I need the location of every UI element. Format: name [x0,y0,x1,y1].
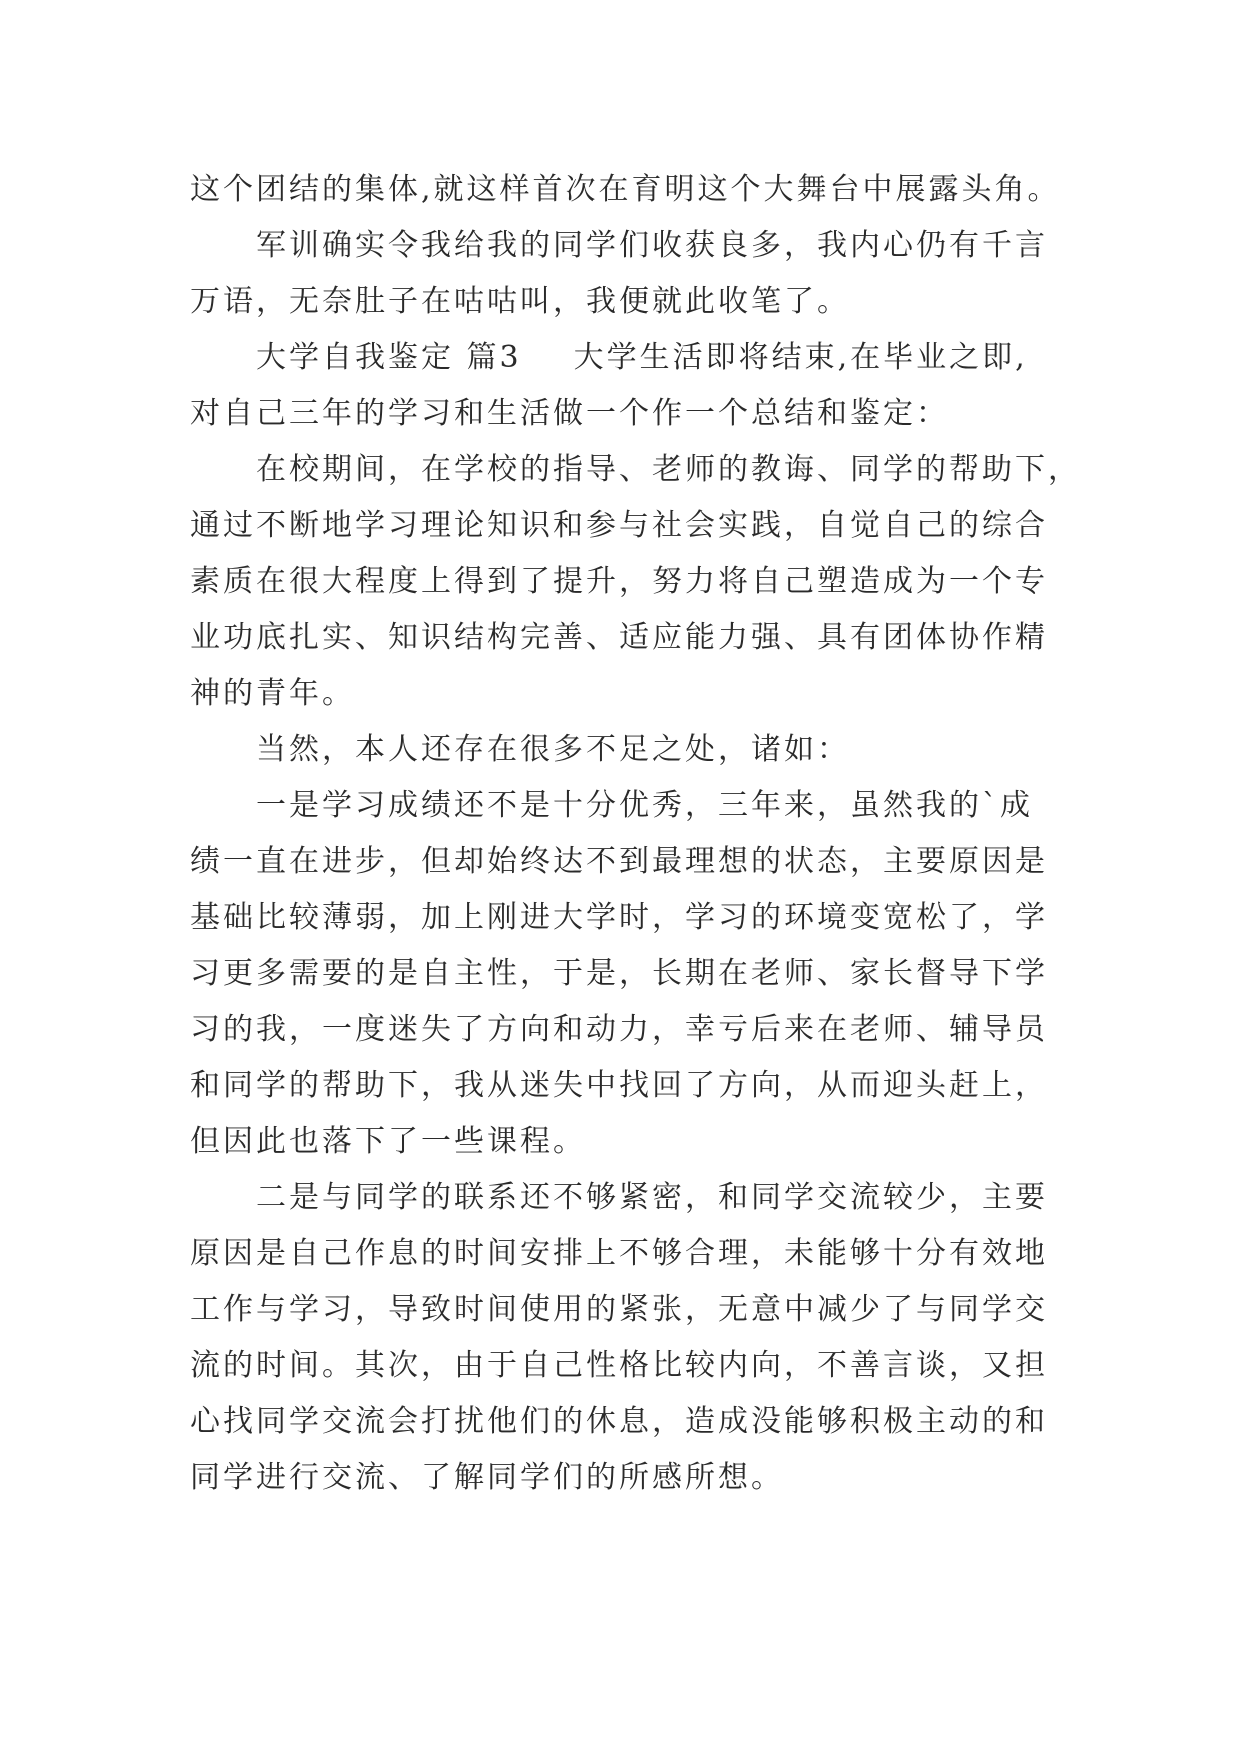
text-line: 业功底扎实、知识结构完善、适应能力强、具有团体协作精 [190,620,1048,655]
section-heading-line [190,330,1090,386]
text-line: 习的我，一度迷失了方向和动力，幸亏后来在老师、辅导员 [190,1012,1048,1047]
text-line: 基础比较薄弱，加上刚进大学时，学习的环境变宽松了，学 [190,900,1048,935]
text-line: 和同学的帮助下，我从迷失中找回了方向，从而迎头赶上， [190,1068,1048,1103]
text-line: 工作与学习，导致时间使用的紧张，无意中减少了与同学交 [190,1292,1048,1327]
text-line: 原因是自己作息的时间安排上不够合理，未能够十分有效地 [190,1236,1048,1271]
text-line: 流的时间。其次，由于自己性格比较内向，不善言谈，又担 [190,1348,1048,1383]
text-line: 但因此也落下了一些课程。 [190,1124,586,1159]
section-heading: 大学自我鉴定 篇3 [256,340,522,375]
text-line: 绩一直在进步，但却始终达不到最理想的状态，主要原因是 [190,844,1048,879]
text-line: 大学生活即将结束,在毕业之即, [573,340,1028,375]
text-line: 神的青年。 [190,676,355,711]
document-body [190,162,1090,1506]
text-line: 习更多需要的是自主性，于是，长期在老师、家长督导下学 [190,956,1048,991]
text-line: 军训确实令我给我的同学们收获良多，我内心仍有千言 [256,228,1048,263]
text-line: 当然，本人还存在很多不足之处，诸如： [256,732,850,767]
text-line: 这个团结的集体,就这样首次在育明这个大舞台中展露头角。 [190,172,1061,207]
text-line: 心找同学交流会打扰他们的休息，造成没能够积极主动的和 [190,1404,1048,1439]
text-line: 万语，无奈肚子在咕咕叫，我便就此收笔了。 [190,284,850,319]
text-line: 通过不断地学习理论知识和参与社会实践，自觉自己的综合 [190,508,1048,543]
text-line: 在校期间，在学校的指导、老师的教诲、同学的帮助下， [256,452,1081,487]
text-line: 同学进行交流、了解同学们的所感所想。 [190,1460,784,1495]
text-line: 二是与同学的联系还不够紧密，和同学交流较少，主要 [256,1180,1048,1215]
text-line: 素质在很大程度上得到了提升，努力将自己塑造成为一个专 [190,564,1048,599]
text-line: 一是学习成绩还不是十分优秀，三年来，虽然我的`成 [256,788,1033,823]
text-line: 对自己三年的学习和生活做一个作一个总结和鉴定： [190,396,949,431]
